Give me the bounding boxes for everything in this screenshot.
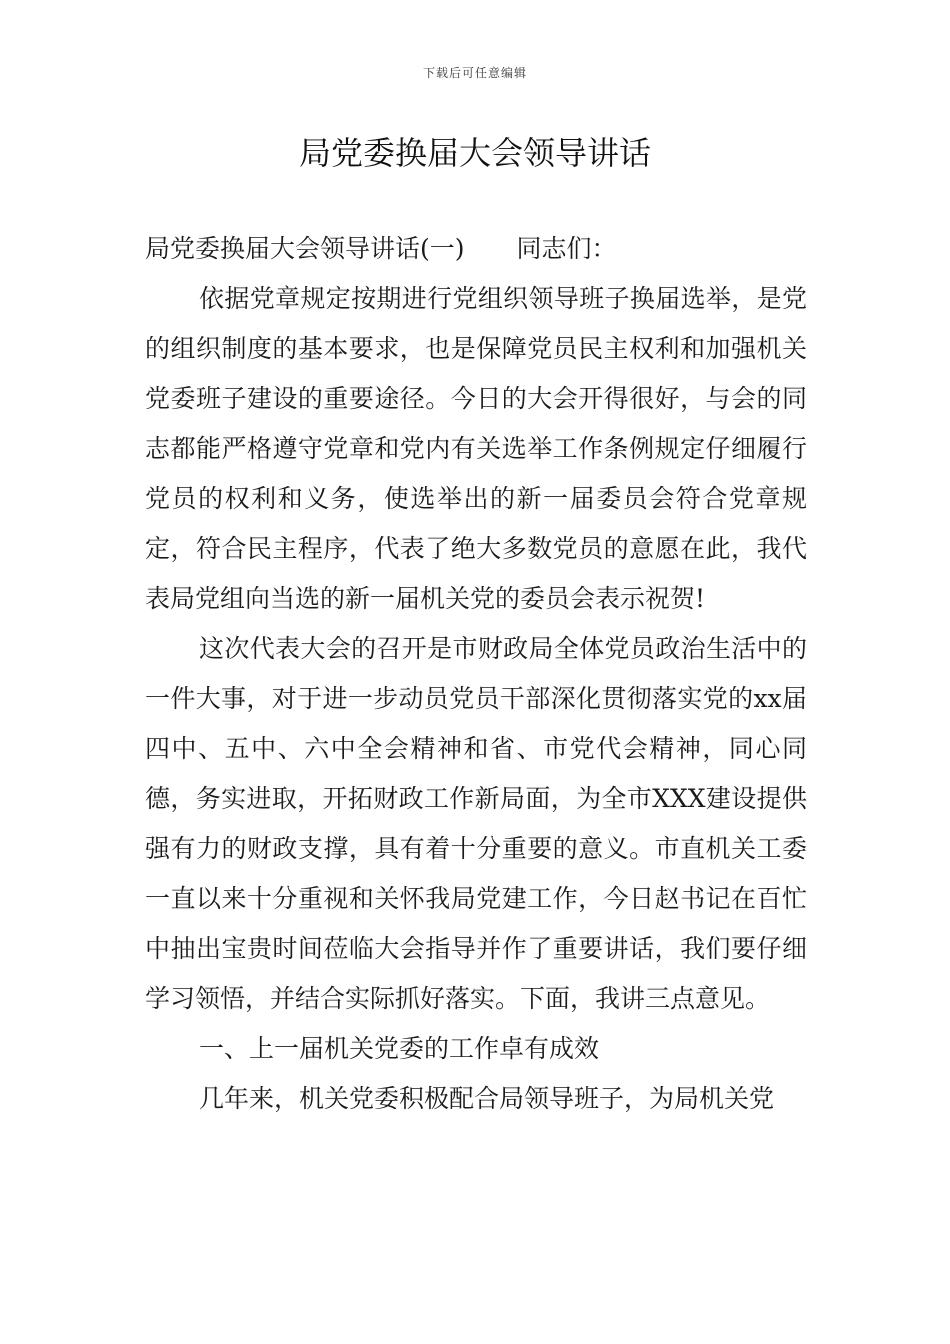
document-body — [145, 224, 807, 1124]
section-heading: 一、上一届机关党委的工作卓有成效 — [199, 1034, 600, 1063]
paragraph: 依据党章规定按期进行党组织领导班子换届选举，是党的组织制度的基本要求，也是保障党员民主权利和加强机关党委班子建设的重要途径。今日的大会开得很好，与会的同志都能严格遵守党章和党内有关选举工作条例规定仔细履行党员的权利和义务，使选举出的新一届委员会符合党章规定，符合民主程序，代表了绝大多数党员的意愿在此，我代表局党组向当选的新一届机关党的委员会表示祝贺! — [145, 284, 807, 613]
salutation: 同志们： — [516, 234, 617, 263]
paragraph: 几年来，机关党委积极配合局领导班子，为局机关党 — [199, 1084, 775, 1113]
section-label: 局党委换届大会领导讲话(一) — [145, 234, 465, 263]
intro-line — [145, 224, 807, 274]
paragraph: 这次代表大会的召开是市财政局全体党员政治生活中的一件大事，对于进一步动员党员干部深化贯彻落实党的xx届四中、五中、六中全会精神和省、市党代会精神，同心同德，务实进取，开拓财政工作新局面，为全市XXX建设提供强有力的财政支撑，具有着十分重要的意义。市直机关工委一直以来十分重视和关怀我局党建工作，今日赵书记在百忙中抽出宝贵时间莅临大会指导并作了重要讲话，我们要仔细学习领悟，并结合实际抓好落实。下面，我讲三点意见。 — [145, 634, 807, 1013]
document-title: 局党委换届大会领导讲话 — [298, 134, 651, 172]
header-note: 下载后可任意编辑 — [422, 66, 527, 80]
